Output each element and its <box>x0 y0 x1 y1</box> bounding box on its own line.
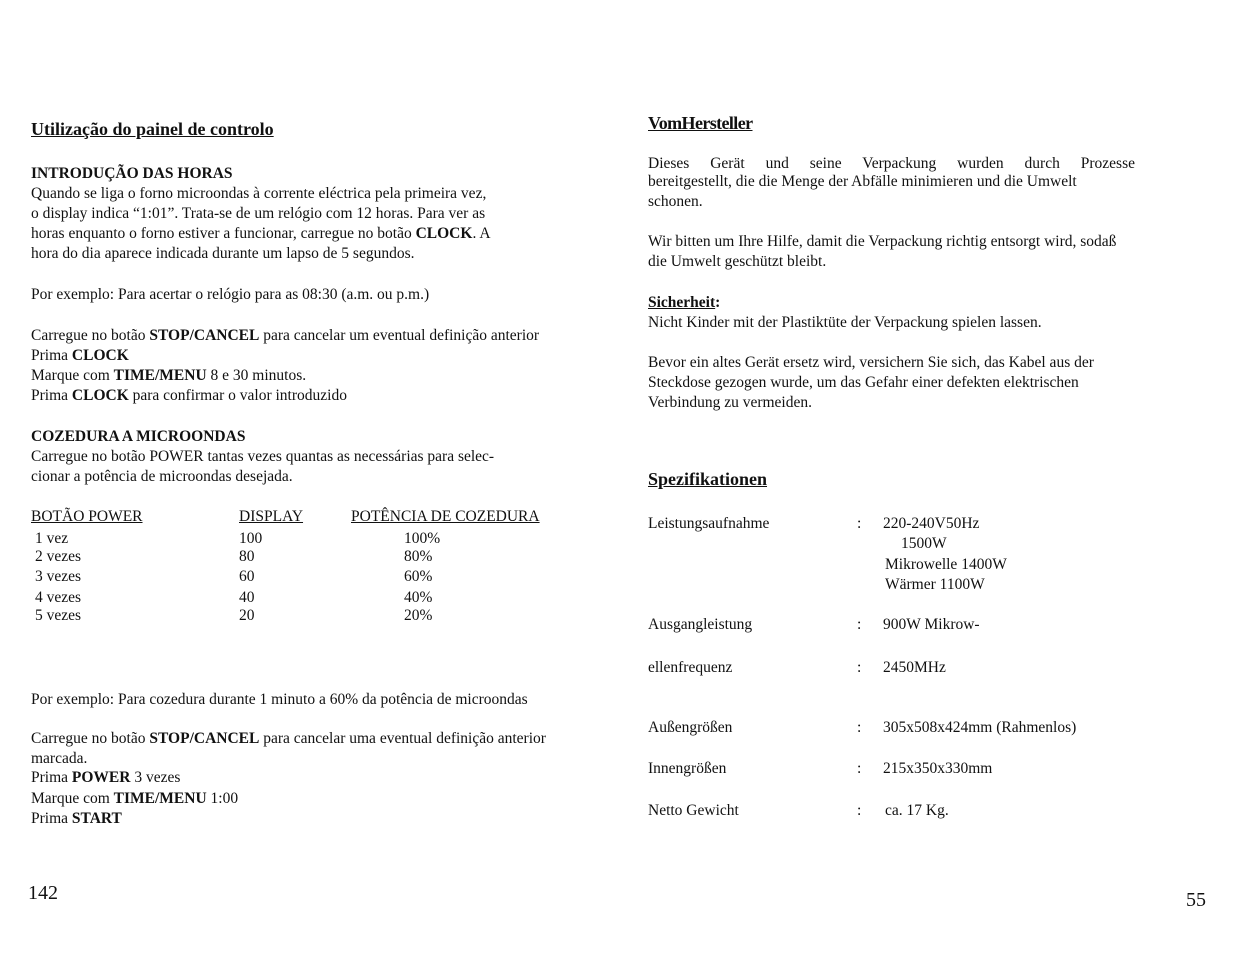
spec-value: Wärmer 1100W <box>885 576 985 593</box>
table-cell: 40% <box>404 589 433 606</box>
table-header-display: DISPLAY <box>239 508 304 525</box>
cook-heading: COZEDURA A MICROONDAS <box>31 428 246 445</box>
table-cell: 80% <box>404 548 433 565</box>
cook-text-line: cionar a potência de microondas desejada. <box>31 468 293 485</box>
spec-value: 1500W <box>901 535 947 552</box>
table-cell: 100% <box>404 530 441 547</box>
spec-label: Netto Gewicht <box>648 802 739 819</box>
clock-text-line: Quando se liga o forno microondas à corrente eléctrica pela primeira vez, <box>31 185 487 202</box>
table-header-power: POTÊNCIA DE COZEDURA <box>351 508 540 525</box>
clock-step: Prima CLOCK <box>31 347 129 364</box>
intro-text-line: schonen. <box>648 193 703 210</box>
cook-step: Prima POWER 3 vezes <box>31 769 181 786</box>
clock-step: Prima CLOCK para confirmar o valor introduzido <box>31 387 347 404</box>
spec-colon: : <box>857 616 862 633</box>
spec-label: ellenfrequenz <box>648 659 733 676</box>
table-cell: 2 vezes <box>35 548 82 565</box>
disposal-text-line: Bevor ein altes Gerät ersetz wird, versichern Sie sich, das Kabel aus der <box>648 354 1094 371</box>
help-text-line: die Umwelt geschützt bleibt. <box>648 253 827 270</box>
disposal-text-line: Steckdose gezogen wurde, um das Gefahr einer defekten elektrischen <box>648 374 1079 391</box>
safety-text: Nicht Kinder mit der Plastiktüte der Verpackung spielen lassen. <box>648 314 1042 331</box>
cook-step: Carregue no botão STOP/CANCEL para cancelar uma eventual definição anterior <box>31 730 546 747</box>
spec-colon: : <box>857 515 862 532</box>
spec-label: Leistungsaufnahme <box>648 515 770 532</box>
table-cell: 60% <box>404 568 433 585</box>
cook-step: Prima START <box>31 810 122 827</box>
spec-colon: : <box>857 719 862 736</box>
right-page-title: VomHersteller <box>648 113 753 133</box>
clock-step: Marque com TIME/MENU 8 e 30 minutos. <box>31 367 307 384</box>
clock-heading: INTRODUÇÃO DAS HORAS <box>31 165 233 182</box>
clock-text-line: o display indica “1:01”. Trata-se de um relógio com 12 horas. Para ver as <box>31 205 486 222</box>
clock-text-line: horas enquanto o forno estiver a funcionar, carregue no botão CLOCK. A <box>31 225 491 242</box>
safety-heading: Sicherheit: <box>648 294 721 311</box>
spec-value: 305x508x424mm (Rahmenlos) <box>883 719 1077 736</box>
table-cell: 5 vezes <box>35 607 82 624</box>
help-text-line: Wir bitten um Ihre Hilfe, damit die Verpackung richtig entsorgt wird, sodaß <box>648 233 1117 250</box>
intro-text-line: bereitgestellt, die die Menge der Abfälle minimieren und die Umwelt <box>648 173 1077 190</box>
spec-colon: : <box>857 760 862 777</box>
clock-step: Carregue no botão STOP/CANCEL para cancelar um eventual definição anterior <box>31 327 540 344</box>
spec-value: Mikrowelle 1400W <box>885 556 1007 573</box>
clock-example: Por exemplo: Para acertar o relógio para as 08:30 (a.m. ou p.m.) <box>31 286 430 303</box>
spec-value: ca. 17 Kg. <box>885 802 949 819</box>
cook-text-line: Carregue no botão POWER tantas vezes quantas as necessárias para selec- <box>31 448 495 465</box>
spec-value: 2450MHz <box>883 659 946 676</box>
spec-value: 220-240V50Hz <box>883 515 980 532</box>
table-cell: 3 vezes <box>35 568 82 585</box>
cook-example: Por exemplo: Para cozedura durante 1 minuto a 60% da potência de microondas <box>31 691 528 708</box>
table-cell: 20 <box>239 607 255 624</box>
cook-step: marcada. <box>31 750 88 767</box>
table-header-button: BOTÃO POWER <box>31 508 143 525</box>
table-cell: 60 <box>239 568 255 585</box>
spec-colon: : <box>857 802 862 819</box>
intro-text-line: Dieses Gerät und seine Verpackung wurden durch Prozesse <box>648 155 1135 172</box>
spec-label: Innengrößen <box>648 760 727 777</box>
spec-title: Spezifikationen <box>648 469 768 489</box>
table-cell: 40 <box>239 589 255 606</box>
table-cell: 80 <box>239 548 255 565</box>
left-page-title: Utilização do painel de controlo <box>31 119 274 139</box>
left-page-number: 142 <box>28 882 58 904</box>
right-page-number: 55 <box>1186 889 1206 911</box>
clock-text-line: hora do dia aparece indicada durante um lapso de 5 segundos. <box>31 245 415 262</box>
table-cell: 20% <box>404 607 433 624</box>
spec-value: 215x350x330mm <box>883 760 993 777</box>
spec-value: 900W Mikrow- <box>883 616 980 633</box>
table-cell: 1 vez <box>35 530 69 547</box>
cook-step: Marque com TIME/MENU 1:00 <box>31 790 239 807</box>
spec-label: Ausgangleistung <box>648 616 753 633</box>
spec-colon: : <box>857 659 862 676</box>
table-cell: 100 <box>239 530 263 547</box>
table-cell: 4 vezes <box>35 589 82 606</box>
spec-label: Außengrößen <box>648 719 733 736</box>
disposal-text-line: Verbindung zu vermeiden. <box>648 394 812 411</box>
